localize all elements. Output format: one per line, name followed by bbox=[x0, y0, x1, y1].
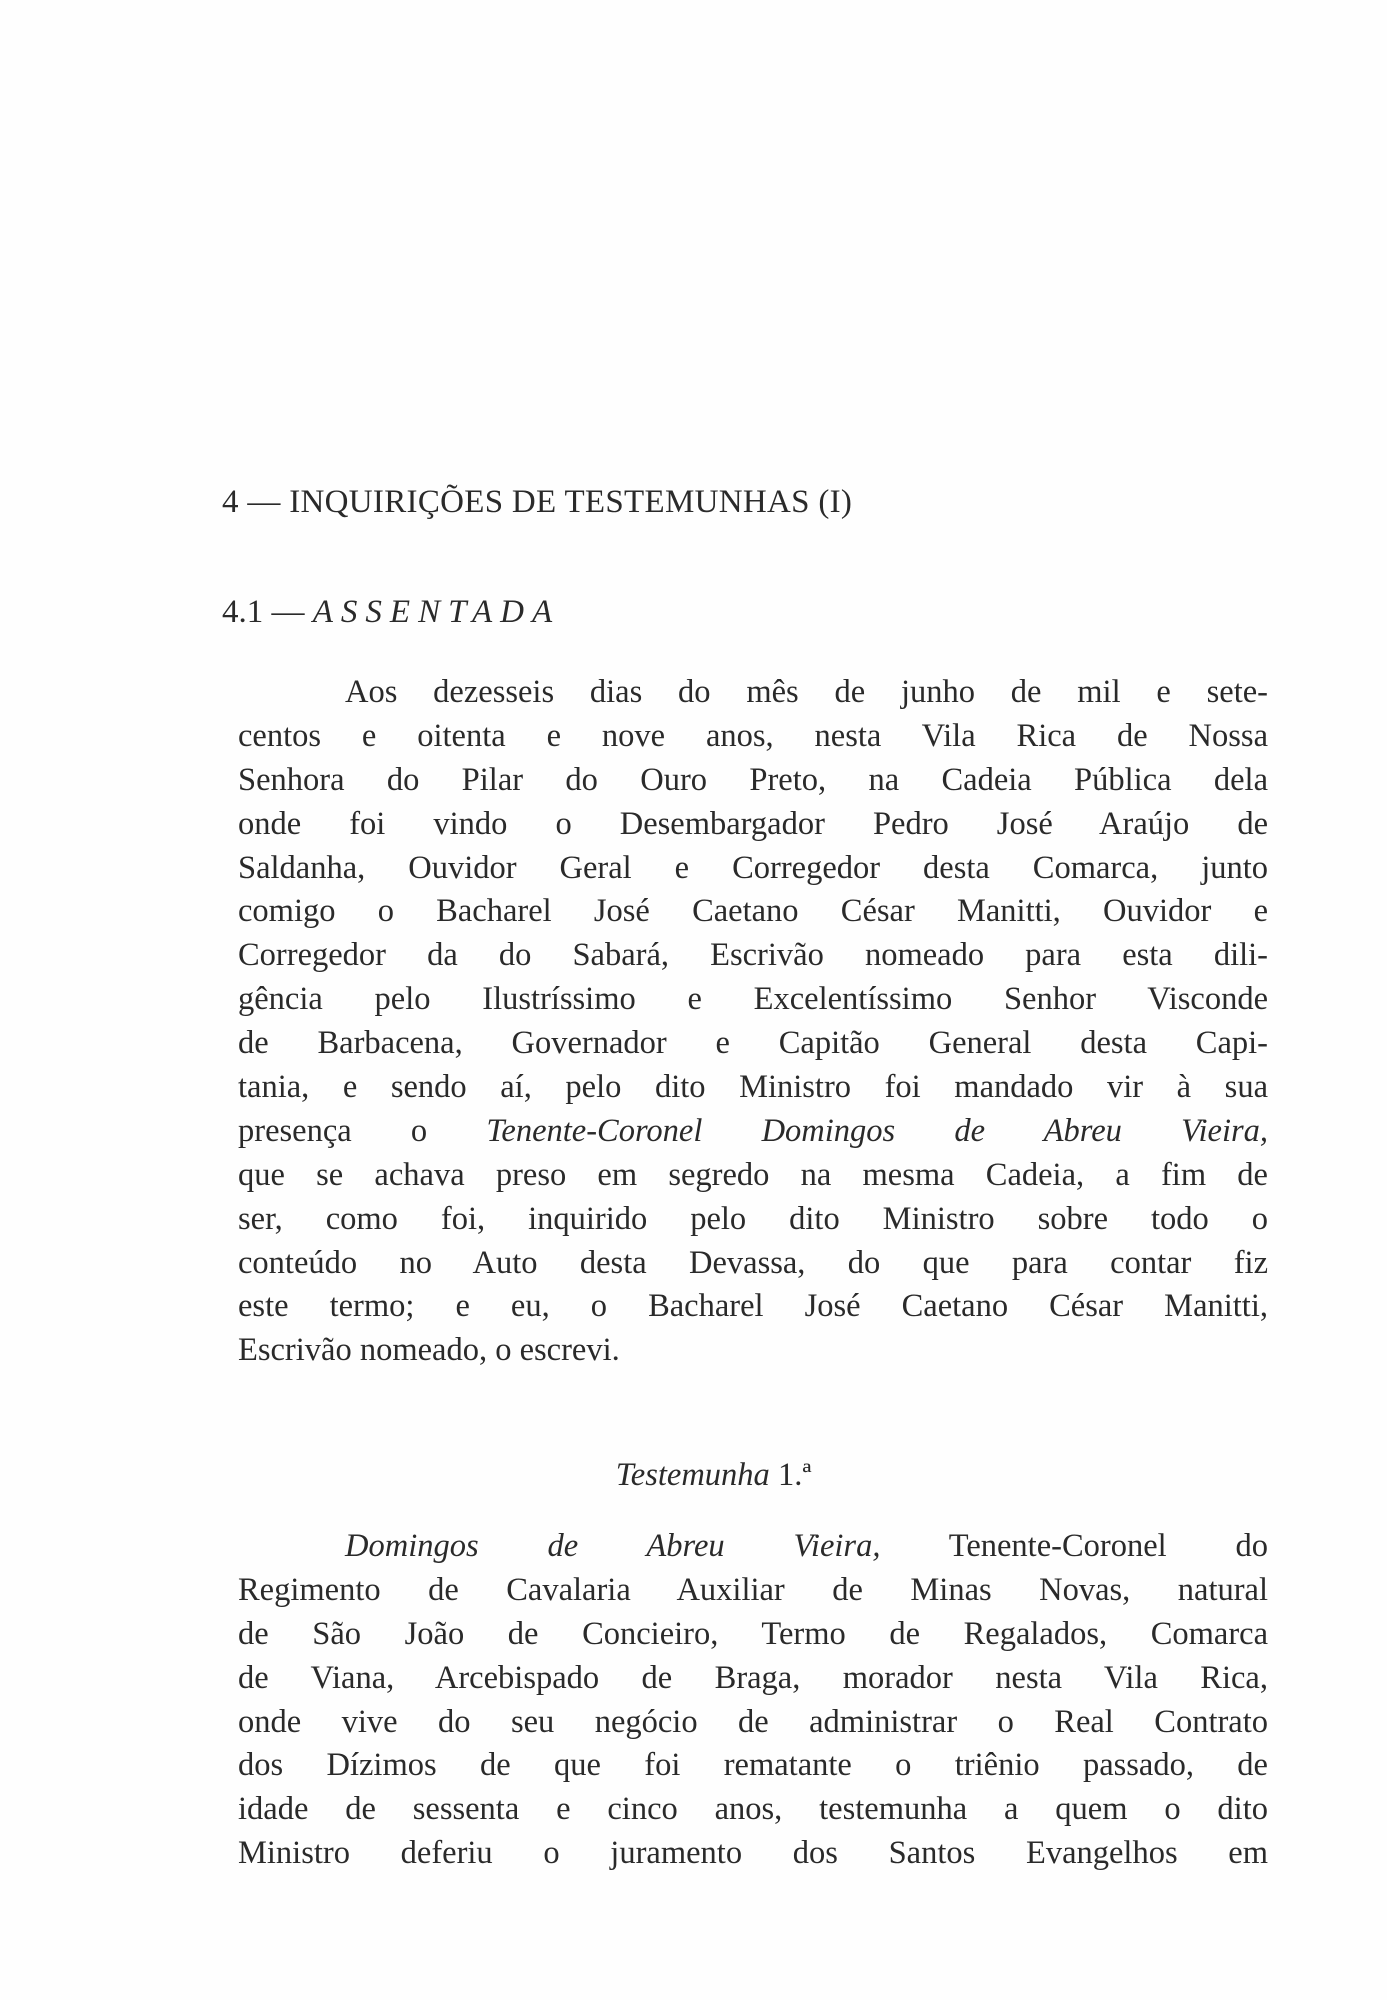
paragraph-line: Ministro deferiu o juramento dos Santos Evangelhos em bbox=[238, 1835, 1268, 1872]
witness-name-italic: Domingos de Abreu Vieira, bbox=[345, 1528, 881, 1564]
assentada-paragraph bbox=[238, 671, 1268, 1373]
paragraph-line: de Viana, Arcebispado de Braga, morador nesta Vila Rica, bbox=[238, 1659, 1268, 1696]
section-dash: — bbox=[271, 594, 305, 630]
witness-label: Testemunha bbox=[615, 1457, 770, 1493]
paragraph-line: Corregedor da do Sabará, Escrivão nomeado para esta dili- bbox=[238, 937, 1268, 974]
witness-title: Tenente-Coronel do bbox=[948, 1528, 1268, 1564]
witness-paragraph bbox=[238, 1525, 1268, 1876]
paragraph-line: de Barbacena, Governador e Capitão General desta Capi- bbox=[238, 1025, 1268, 1062]
chapter-title-text: INQUIRIÇÕES DE TESTEMUNHAS (I) bbox=[289, 484, 853, 520]
paragraph-line: centos e oitenta e nove anos, nesta Vila Rica de Nossa bbox=[238, 717, 1268, 754]
section-title-text: ASSENTADA bbox=[312, 594, 561, 630]
paragraph-line: Saldanha, Ouvidor Geral e Corregedor desta Comarca, junto bbox=[238, 849, 1268, 886]
paragraph-line: Escrivão nomeado, o escrevi. bbox=[238, 1332, 620, 1369]
paragraph-line bbox=[238, 1285, 1268, 1329]
section-heading bbox=[222, 592, 560, 632]
paragraph-line bbox=[238, 1110, 1268, 1154]
witness-heading bbox=[0, 1455, 1387, 1495]
paragraph-line: de São João de Concieiro, Termo de Regalados, Comarca bbox=[238, 1615, 1268, 1652]
paragraph-line: dos Dízimos de que foi rematante o triênio passado, de bbox=[238, 1747, 1268, 1784]
paragraph-line: tania, e sendo aí, pelo dito Ministro foi mandado vir à sua bbox=[238, 1069, 1268, 1106]
paragraph-line: idade de sessenta e cinco anos, testemunha a quem o dito bbox=[238, 1791, 1268, 1828]
paragraph-line: Regimento de Cavalaria Auxiliar de Minas Novas, natural bbox=[238, 1571, 1268, 1608]
paragraph-line: onde foi vindo o Desembargador Pedro José Araújo de bbox=[238, 805, 1268, 842]
witness-number: 1.ª bbox=[777, 1457, 812, 1493]
paragraph-line: onde vive do seu negócio de administrar o Real Contrato bbox=[238, 1703, 1268, 1740]
paragraph-line: comigo o Bacharel José Caetano César Manitti, Ouvidor e bbox=[238, 893, 1268, 930]
paragraph-line bbox=[238, 1525, 1268, 1569]
paragraph-line: ser, como foi, inquirido pelo dito Ministro sobre todo o bbox=[238, 1200, 1268, 1237]
line-comma: , bbox=[1259, 1288, 1268, 1325]
chapter-heading bbox=[222, 482, 852, 522]
paragraph-line: gência pelo Ilustríssimo e Excelentíssimo Senhor Visconde bbox=[238, 981, 1268, 1018]
paragraph-line: Aos dezesseis dias do mês de junho de mil e sete- bbox=[345, 674, 1268, 710]
section-number: 4.1 bbox=[222, 594, 264, 630]
person-name-italic: Tenente-Coronel Domingos de Abreu Vieira, bbox=[486, 1112, 1268, 1149]
line-text: este termo; e eu, o Bacharel José Caetano César Manitti bbox=[238, 1288, 1260, 1325]
paragraph-line: Senhora do Pilar do Ouro Preto, na Cadeia Pública dela bbox=[238, 761, 1268, 798]
paragraph-line: que se achava preso em segredo na mesma Cadeia, a fim de bbox=[238, 1156, 1268, 1193]
line-roman-part: presença o bbox=[238, 1112, 428, 1149]
chapter-dash: — bbox=[247, 484, 281, 520]
chapter-number: 4 bbox=[222, 484, 239, 520]
paragraph-line: conteúdo no Auto desta Devassa, do que para contar fiz bbox=[238, 1244, 1268, 1281]
